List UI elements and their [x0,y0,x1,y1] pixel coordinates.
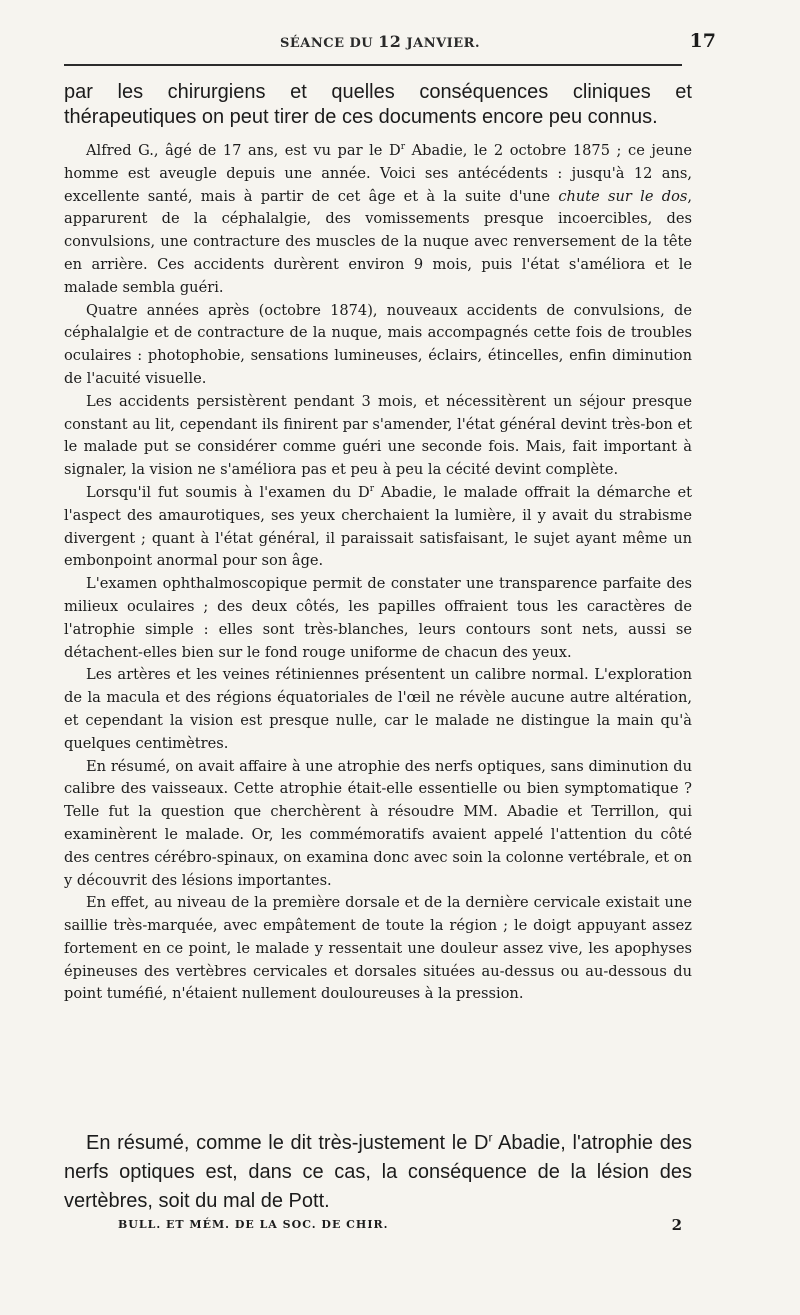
p1-text-c: , apparurent de la céphalalgie, des vomissements presque incoercibles, des convulsions, une contracture des muscles de la nuque avec renversement de la tête en arrière. Ces accidents durèrent environ 9 mois, puis l'état s'améliora et le malade sembla guéri. [64,187,692,296]
header-title-suffix: JANVIER. [401,36,480,51]
header-rule [64,64,682,66]
p4-text-a: Lorsqu'il fut soumis à l'examen du D [86,483,370,501]
closing-text-b: Abadie, l'atrophie des nerfs optiques est, dans ce cas, la conséquence de la lésion des vertèbres, soit du mal de Pott. [64,1132,692,1212]
closing-superscript: r [488,1130,493,1145]
paragraph-2: Quatre années après (octobre 1874), nouveaux accidents de convulsions, de céphalalgie et de contracture de la nuque, mais accompagnés cette fois de troubles oculaires : photophobie, sensations lumineuses, éclairs, étincelles, enfin diminution de l'acuité visuelle. [64,301,692,387]
paragraph-3: Les accidents persistèrent pendant 3 mois, et nécessitèrent un séjour presque constant au lit, cependant ils finirent par s'amender, l'état général devint très-bon et le malade put se considérer comme guéri une seconde fois. Mais, fait important à signaler, la vision ne s'améliora pas et peu à peu la cécité devint complète. [64,392,692,479]
p4-text-b: Abadie, le malade offrait la démarche et l'aspect des amaurotiques, ses yeux cherchaient la lumière, il y avait du strabisme divergent ; quant à l'état général, il paraissait satisfaisant, le sujet ayant même un embonpoint anormal pour son âge. [64,483,692,570]
paragraph-6: Les artères et les veines rétiniennes présentent un calibre normal. L'exploration de la macula et des régions équatoriales de l'œil ne révèle aucune autre altération, et cependant la vision est presque nulle, car le malade ne distingue la main qu'à quelques centimètres. [64,666,692,752]
footer-signature: 2 [671,1216,682,1234]
closing-text-a: En résumé, comme le dit très-justement le D [86,1132,489,1154]
paragraph-7: En résumé, on avait affaire à une atrophie des nerfs optiques, sans diminution du calibre des vaisseaux. Cette atrophie était-elle essentielle ou bien symptomatique ? Telle fut la question que cherchèrent à résoudre MM. Abadie et Terrillon, qui examinèrent le malade. Or, les commémoratifs avaient appelé l'attention du côté des centres cérébro-spinaux, on examina donc avec soin la colonne vertébrale, et on y découvrit des lésions importantes. [64,757,692,889]
header-title-date: 12 [378,32,402,51]
running-header [64,30,716,58]
footer-source: BULL. ET MÉM. DE LA SOC. DE CHIR. [118,1218,389,1231]
header-title-prefix: SÉANCE DU [279,36,379,51]
p1-italic: chute sur le dos [558,187,688,205]
page-number: 17 [689,30,716,52]
paragraph-4 [64,482,692,573]
lead-paragraph: par les chirurgiens et quelles conséquences cliniques et thérapeutiques on peut tirer de ces documents encore peu connus. [64,81,692,128]
p1-text-b: Abadie, le 2 octobre 1875 ; ce jeune homme est aveugle depuis une année. Voici ses antécédents : jusqu'à 12 ans, excellente santé, mais à partir de cet âge et à la suite d'une [64,142,692,205]
paragraph-1 [64,140,692,300]
header-title [64,32,696,51]
paragraph-5: L'examen ophthalmoscopique permit de constater une transparence parfaite des milieux oculaires ; des deux côtés, les papilles offraient tous les caractères de l'atrophie simple : elles sont très-blanches, leurs contours sont nets, aussi se détachent-elles bien sur le fond rouge uniforme de chacun des yeux. [64,575,692,661]
paragraph-8: En effet, au niveau de la première dorsale et de la dernière cervicale existait une saillie très-marquée, avec empâtement de toute la région ; le doigt appuyant assez fortement en ce point, le malade y ressentait une douleur assez vive, les apophyses épineuses des vertèbres cervicales et dorsales situées au-dessus ou au-dessous du point tuméfié, n'étaient nullement douloureuses à la pression. [64,894,692,1003]
page-footer [64,1216,682,1240]
p1-text-a: Alfred G., âgé de 17 ans, est vu par le D [86,142,401,159]
p4-superscript: r [369,484,375,495]
body-text [64,80,692,1006]
p1-superscript: r [400,142,406,153]
closing-paragraph [64,1129,692,1216]
